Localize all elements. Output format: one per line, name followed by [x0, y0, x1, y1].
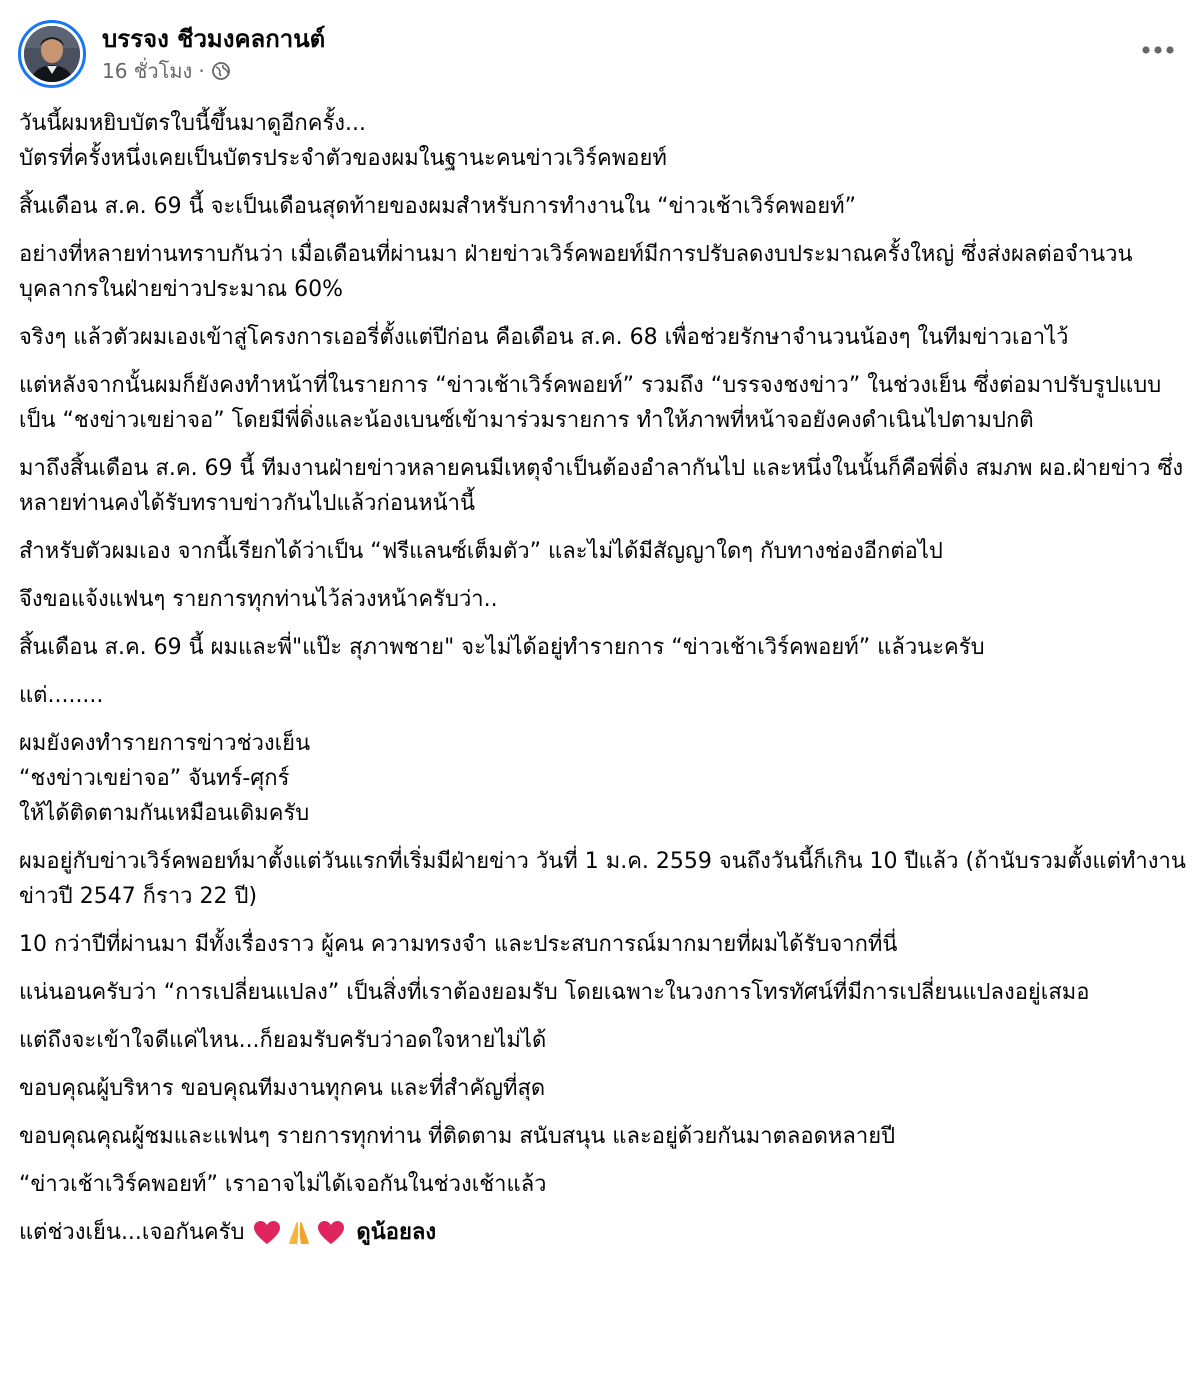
- post-timestamp[interactable]: 16 ชั่วโมง: [102, 59, 193, 83]
- post-paragraph: สิ้นเดือน ส.ค. 69 นี้ จะเป็นเดือนสุดท้ายของผมสำหรับการทำงานใน “ข่าวเช้าเวิร์คพอยท์”: [19, 194, 856, 219]
- post-paragraph: อย่างที่หลายท่านทราบกันว่า เมื่อเดือนที่ผ่านมา ฝ่ายข่าวเวิร์คพอยท์มีการปรับลดงบประมาณครั้งใหญ่ ซึ่งส่งผลต่อจำนวนบุคลากรในฝ่ายข่าวประมาณ 60%: [19, 242, 1133, 302]
- post-paragraph: แน่นอนครับว่า “การเปลี่ยนแปลง” เป็นสิ่งที่เราต้องยอมรับ โดยเฉพาะในวงการโทรทัศน์ที่มีการเปลี่ยนแปลงอยู่เสมอ: [19, 980, 1090, 1005]
- post-paragraph: ขอบคุณผู้บริหาร ขอบคุณทีมงานทุกคน และที่สำคัญที่สุด: [19, 1076, 546, 1101]
- post-body: [19, 106, 1189, 1263]
- post-paragraph: แต่ช่วงเย็น...เจอกันครับ: [19, 1220, 245, 1245]
- post-paragraph: ผมยังคงทำรายการข่าวช่วงเย็น “ชงข่าวเขย่าจอ” จันทร์-ศุกร์ ให้ได้ติดตามกันเหมือนเดิมครับ: [19, 731, 311, 826]
- post-paragraph: แต่หลังจากนั้นผมก็ยังคงทำหน้าที่ในรายการ “ข่าวเช้าเวิร์คพอยท์” รวมถึง “บรรจงชงข่าว” ในช่วงเย็น ซึ่งต่อมาปรับรูปแบบเป็น “ชงข่าวเขย่าจอ” โดยมีพี่ดิ่งและน้องเบนซ์เข้ามาร่วมรายการ ทำให้ภาพที่หน้าจอยังคงดำเนินไปตามปกติ: [19, 373, 1162, 433]
- post-paragraph: แต่........: [19, 683, 104, 708]
- post-paragraph: จริงๆ แล้วตัวผมเองเข้าสู่โครงการเออรี่ตั้งแต่ปีก่อน คือเดือน ส.ค. 68 เพื่อช่วยรักษาจำนวนน้องๆ ในทีมข่าวเอาไว้: [19, 325, 1069, 350]
- avatar[interactable]: [18, 20, 86, 88]
- post-paragraph: จึงขอแจ้งแฟนๆ รายการทุกท่านไว้ล่วงหน้าครับว่า..: [19, 587, 498, 612]
- more-options-icon: [1141, 45, 1175, 55]
- meta-separator: ·: [198, 59, 205, 83]
- post-paragraph: วันนี้ผมหยิบบัตรใบนี้ขึ้นมาดูอีกครั้ง... บัตรที่ครั้งหนึ่งเคยเป็นบัตรประจำตัวของผมในฐานะคนข่าวเวิร์คพอยท์: [19, 111, 667, 171]
- post-paragraph: สิ้นเดือน ส.ค. 69 นี้ ผมและพี่"แป๊ะ สุภาพชาย" จะไม่ได้อยู่ทำรายการ “ข่าวเช้าเวิร์คพอยท์” แล้วนะครับ: [19, 635, 985, 660]
- author-block: [102, 23, 325, 85]
- avatar-photo: [24, 26, 80, 82]
- post-paragraph: มาถึงสิ้นเดือน ส.ค. 69 นี้ ทีมงานฝ่ายข่าวหลายคนมีเหตุจำเป็นต้องอำลากันไป และหนึ่งในนั้นก็คือพี่ดิ่ง สมภพ ผอ.ฝ่ายข่าว ซึ่งหลายท่านคงได้รับทราบข่าวกันไปแล้วก่อนหน้านี้: [19, 456, 1184, 516]
- see-less-link[interactable]: ดูน้อยลง: [356, 1220, 437, 1245]
- red-heart-icon: [252, 1218, 282, 1248]
- post-paragraph: สำหรับตัวผมเอง จากนี้เรียกได้ว่าเป็น “ฟรีแลนซ์เต็มตัว” และไม่ได้มีสัญญาใดๆ กับทางช่องอีกต่อไป: [19, 539, 943, 564]
- post-paragraph: แต่ถึงจะเข้าใจดีแค่ไหน...ก็ยอมรับครับว่าอดใจหายไม่ได้: [19, 1028, 547, 1053]
- globe-icon[interactable]: [211, 61, 231, 81]
- post-paragraph: ผมอยู่กับข่าวเวิร์คพอยท์มาตั้งแต่วันแรกที่เริ่มมีฝ่ายข่าว วันที่ 1 ม.ค. 2559 จนถึงวันนี้ก็เกิน 10 ปีแล้ว (ถ้านับรวมตั้งแต่ทำงานข่าวปี 2547 ก็ราว 22 ปี): [19, 849, 1186, 909]
- avatar-photo-icon: [24, 26, 80, 82]
- more-options-button[interactable]: [1138, 34, 1178, 66]
- post-meta: [102, 57, 325, 85]
- post-paragraph: “ข่าวเช้าเวิร์คพอยท์” เราอาจไม่ได้เจอกันในช่วงเช้าแล้ว: [19, 1172, 547, 1197]
- author-name[interactable]: บรรจง ชีวมงคลกานต์: [102, 25, 326, 53]
- red-heart-icon: [316, 1218, 346, 1248]
- folded-hands-icon: [284, 1218, 314, 1248]
- post-paragraph: ขอบคุณคุณผู้ชมและแฟนๆ รายการทุกท่าน ที่ติดตาม สนับสนุน และอยู่ด้วยกันมาตลอดหลายปี: [19, 1124, 896, 1149]
- post-last-line: [19, 1215, 1189, 1250]
- post-paragraph: 10 กว่าปีที่ผ่านมา มีทั้งเรื่องราว ผู้คน ความทรงจำ และประสบการณ์มากมายที่ผมได้รับจากที่นี่: [19, 932, 898, 957]
- post-header: [18, 18, 325, 90]
